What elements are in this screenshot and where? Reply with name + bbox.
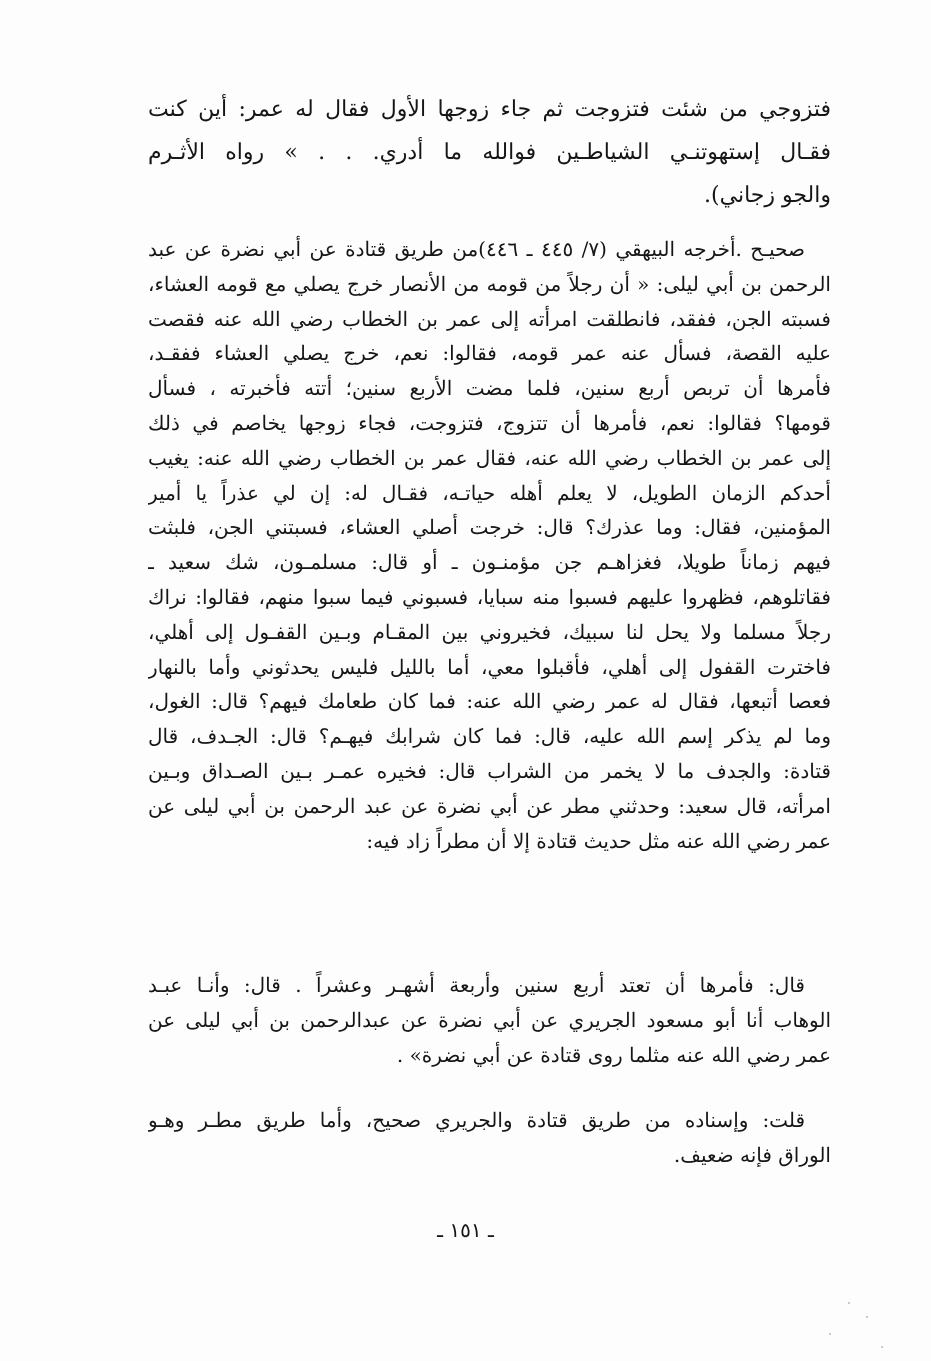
qult-paragraph [148, 1103, 831, 1173]
text-line: الوهاب أنا أبو مسعود الجريري عن أبي نضرة عن عبدالرحمن بن أبي ليلى عن [148, 1007, 831, 1032]
text-line: فأمرها أن تربص أربع سنين، فلما مضت الأربع سنين؛ أتته فأخبرته ، فسأل [148, 376, 831, 401]
text-line: الوراق فإنه ضعيف. [673, 1142, 831, 1167]
text-line: عليه القصة، فسأل عنه عمر قومه، فقالوا: نعم، خرج يصلي العشاء ففقـد، [148, 341, 831, 366]
hadith-paragraph [148, 232, 831, 858]
text-line: إلى عمر بن الخطاب رضي الله عنه، فقال عمر بن الخطاب رضي الله عنه: يغيب [148, 445, 831, 470]
scan-speck [848, 1302, 850, 1304]
text-line: وما لم يذكر إسم الله عليه، قال: فما كان شرابك فيهـم؟ قال: الجـدف، قال [148, 724, 831, 749]
text-line: فعصا أتبعها، فقال له عمر رضي الله عنه: فما كان طعامك فيهم؟ قال: الغول، [148, 689, 831, 714]
text-line: قلت: وإسناده من طريق قتادة والجريري صحيح، وأما طريق مطـر وهـو [148, 1108, 805, 1132]
text-line: قتادة: والجدف ما لا يخمر من الشراب قال: فخيره عمـر بـين الصـداق وبـين [148, 758, 831, 783]
page-number: ـ ١٥١ ـ [437, 1218, 494, 1242]
scan-speck [866, 1316, 868, 1318]
text-line: صحيـح .أخرجه البيهقي (٧/ ٤٤٥ ـ ٤٤٦)من طريق قتادة عن أبي نضرة عن عبد [148, 237, 806, 261]
scan-speck [881, 1346, 883, 1348]
text-line: قومها؟ فقالوا: نعم، فأمرها أن تتزوج، فتزوجت، فجاء زوجها يخاصم في ذلك [148, 410, 831, 435]
text-line: أحدكم الزمان الطويل، لا يعلم أهله حياتـه، فقـال له: إن لي عذراً يا أمير [148, 480, 831, 505]
text-line: عمر رضي الله عنه مثلما روى قتادة عن أبي نضرة» . [396, 1042, 831, 1067]
text-line: رجلاً مسلما ولا يحل لنا سبيك، فخيروني بين المقـام وبـين القفـول إلى أهلي، [148, 619, 831, 644]
text-line: فيهم زماناً طويلا، فغزاهـم جن مؤمنـون ـ أو قال: مسلمـون، شك سعيد ـ [148, 550, 831, 575]
text-line: المؤمنين، فقال: وما عذرك؟ قال: خرجت أصلي العشاء، فسبتني الجن، فلبثت [148, 515, 831, 540]
scan-speck [829, 1333, 831, 1335]
text-line: فاخترت القفول إلى أهلي، فأقبلوا معي، أما بالليل فليس يحدثوني وأما بالنهار [148, 654, 831, 679]
text-line: عمر رضي الله عنه مثل حديث قتادة إلا أن مطراً زاد فيه: [366, 828, 831, 853]
text-line: امرأته، قال سعيد: وحدثني مطر عن أبي نضرة عن عبد الرحمن بن أبي ليلى عن [148, 793, 831, 818]
text-line: فقاتلوهم، فظهروا عليهم فسبوا منه سبايا، فسبوني فيما سبوا منهم، فقالوا: نراك [148, 584, 831, 609]
text-line: فتزوجي من شئت فتزوجت ثم جاء زوجها الأول فقال له عمر: أين كنت [148, 97, 831, 122]
text-line: قال: فأمرها أن تعتد أربع سنين وأربعة أشهـر وعشراً . قال: وأنـا عبـد [148, 973, 805, 997]
text-line: الرحمن بن أبي ليلى: « أن رجلاً من قومه من الأنصار خرج يصلي مع قومه العشاء، [148, 271, 831, 296]
text-line: فسبته الجن، ففقد، فانطلقت امرأته إلى عمر بن الخطاب رضي الله عنه فقصت [148, 306, 831, 331]
text-line: والجو زجاني). [704, 183, 831, 208]
qal-paragraph [148, 968, 831, 1072]
text-line: فقـال إستهوتنـي الشياطـين فوالله ما أدري. . . » رواه الأثـرم [148, 140, 831, 165]
top-paragraph [148, 88, 831, 217]
